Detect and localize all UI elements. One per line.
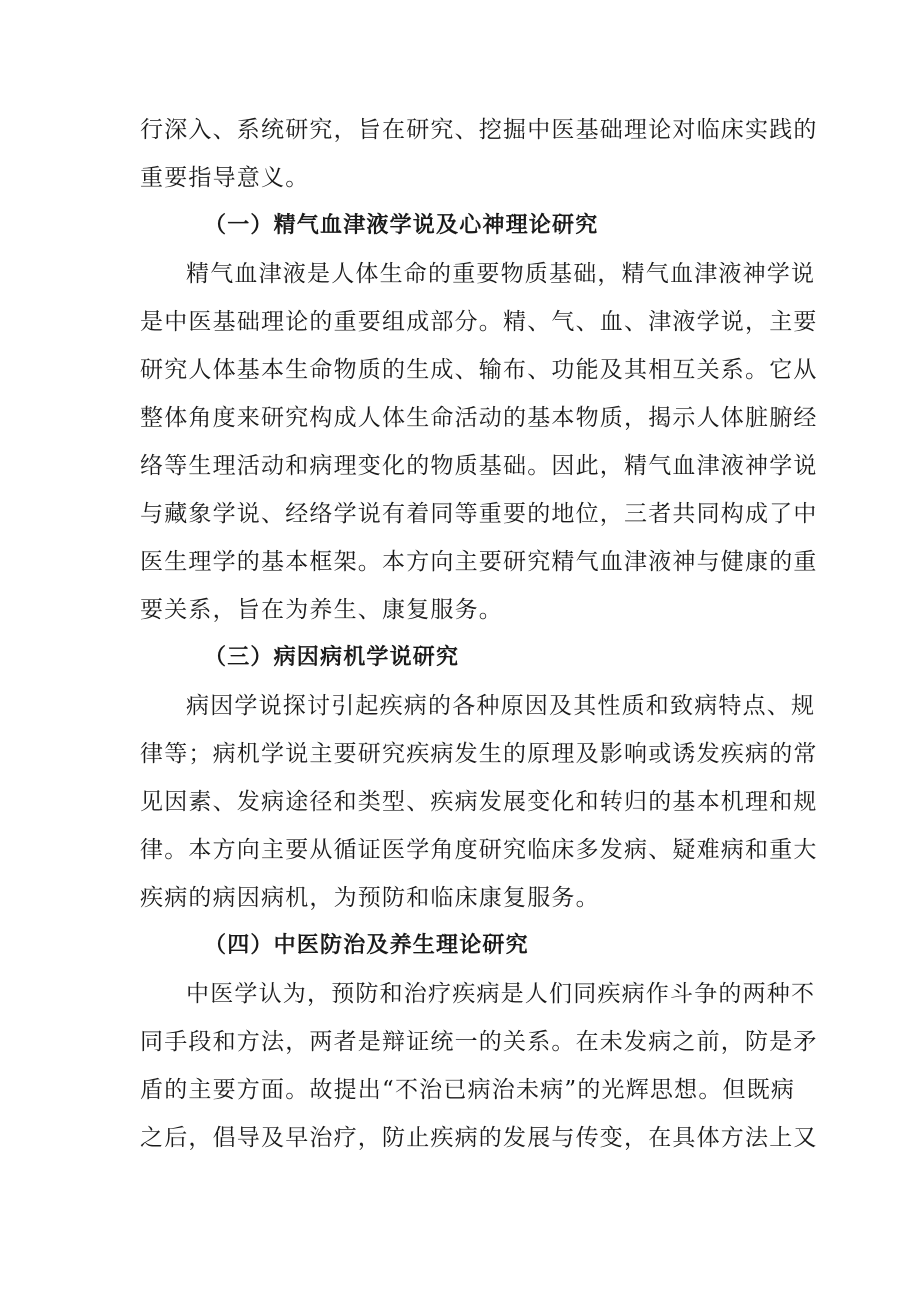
paragraph-line: 研究人体基本生命物质的生成、输布、功能及其相互关系。它从: [140, 357, 818, 383]
paragraph-line: 络等生理活动和病理变化的物质基础。因此，精气血津液神学说: [140, 453, 818, 479]
paragraph-line: 重要指导意义。: [140, 165, 310, 191]
paragraph-line: 病因学说探讨引起疾病的各种原因及其性质和致病特点、规: [186, 693, 816, 719]
paragraph-line: 精气血津液是人体生命的重要物质基础，精气血津液神学说: [186, 261, 816, 287]
paragraph-line: 医生理学的基本框架。本方向主要研究精气血津液神与健康的重: [140, 549, 818, 575]
section-heading: （四）中医防治及养生理论研究: [204, 933, 529, 958]
paragraph-line: 之后，倡导及早治疗，防止疾病的发展与传变，在具体方法上又: [140, 1125, 818, 1151]
document-page: [140, 106, 818, 1162]
paragraph-line: 是中医基础理论的重要组成部分。精、气、血、津液学说，主要: [140, 309, 818, 335]
paragraph-line: 行深入、系统研究，旨在研究、挖掘中医基础理论对临床实践的: [140, 117, 818, 143]
paragraph-line: 律。本方向主要从循证医学角度研究临床多发病、疑难病和重大: [140, 837, 818, 863]
paragraph-line: 律等；病机学说主要研究疾病发生的原理及影响或诱发疾病的常: [140, 741, 818, 767]
paragraph-line: 疾病的病因病机，为预防和临床康复服务。: [140, 885, 600, 911]
paragraph-line: 整体角度来研究构成人体生命活动的基本物质，揭示人体脏腑经: [140, 405, 818, 431]
paragraph-line: 见因素、发病途径和类型、疾病发展变化和转归的基本机理和规: [140, 789, 818, 815]
paragraph-line: 要关系，旨在为养生、康复服务。: [140, 597, 503, 623]
paragraph-line: 中医学认为，预防和治疗疾病是人们同疾病作斗争的两种不: [186, 981, 816, 1007]
paragraph-line: 与藏象学说、经络学说有着同等重要的地位，三者共同构成了中: [140, 501, 818, 527]
paragraph-line: 盾的主要方面。故提出“不治已病治未病”的光辉思想。但既病: [140, 1077, 796, 1103]
paragraph-line: 同手段和方法，两者是辩证统一的关系。在未发病之前，防是矛: [140, 1029, 818, 1055]
section-heading: （三）病因病机学说研究: [204, 645, 460, 670]
section-heading: （一）精气血津液学说及心神理论研究: [204, 213, 599, 238]
